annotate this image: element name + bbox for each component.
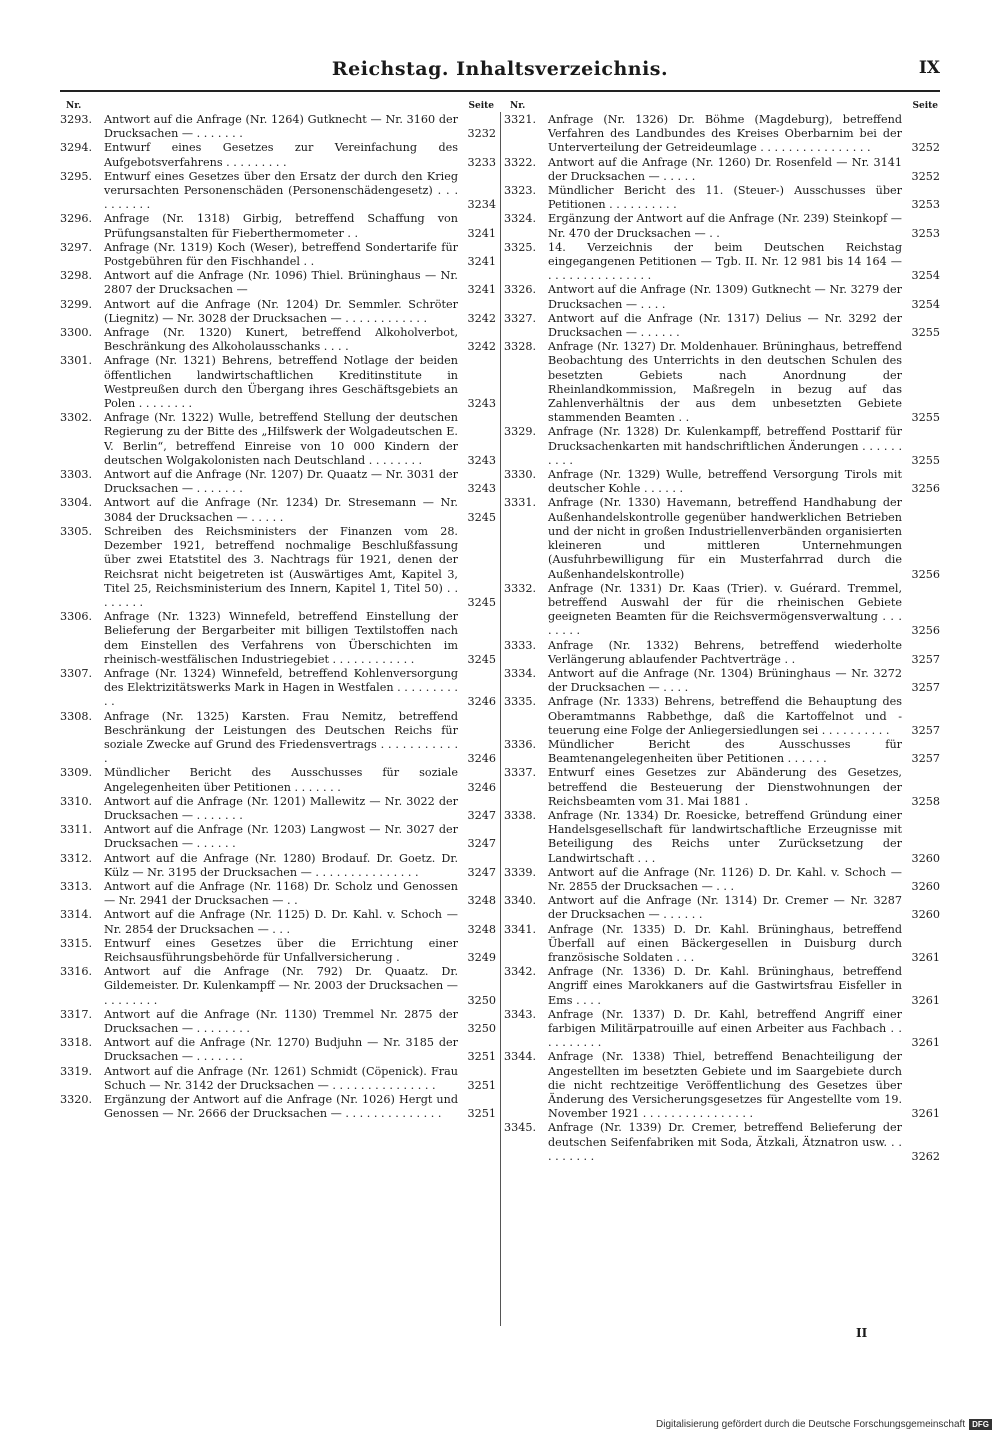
column-header-nr: Nr. <box>510 101 526 111</box>
toc-entry <box>60 212 498 240</box>
toc-entry <box>60 710 498 767</box>
entry-text: Anfrage (Nr. 1333) Behrens, betreffend die Behauptung des Oberamtmanns Rabbethge, daß die Kartoffelnot und -teuerung eine Folge der Anliegersiedlungen sei . . . . . . . . . . <box>548 695 902 737</box>
toc-entry <box>504 738 942 766</box>
toc-entry <box>60 241 498 269</box>
entry-page: 3233 <box>467 155 496 169</box>
toc-entry <box>504 1008 942 1051</box>
entry-number: 3302. <box>60 411 93 425</box>
entry-number: 3332. <box>504 581 537 595</box>
entry-number: 3324. <box>504 212 537 226</box>
entry-page: 3257 <box>911 752 940 766</box>
column-header-seite: Seite <box>468 101 494 111</box>
entry-text: Anfrage (Nr. 1332) Behrens, betreffend wiederholte Verlängerung ablaufender Pachtverträge . . <box>548 638 902 666</box>
entry-number: 3310. <box>60 794 93 808</box>
entry-text: Antwort auf die Anfrage (Nr. 1309) Gutknecht — Nr. 3279 der Drucksachen — . . . . <box>548 283 902 311</box>
toc-entry <box>504 283 942 311</box>
entry-text: Anfrage (Nr. 1336) D. Dr. Kahl. Brüninghaus, betreffend Angriff eines Marokkaners auf die Gastwirtsfrau Eisfeller in Ems . . . . <box>548 965 902 1007</box>
footer-text: Digitalisierung gefördert durch die Deutsche Forschungsgemeinschaft <box>656 1419 966 1430</box>
signature-mark: II <box>856 1326 868 1340</box>
entry-page: 3241 <box>467 255 496 269</box>
toc-entry <box>60 1093 498 1121</box>
toc-entry <box>60 113 498 141</box>
entry-page: 3261 <box>911 1107 940 1121</box>
entry-page: 3251 <box>467 1078 496 1092</box>
column-header <box>60 99 498 113</box>
toc-entry <box>60 170 498 213</box>
entry-number: 3305. <box>60 524 93 538</box>
entry-page: 3241 <box>467 226 496 240</box>
toc-entry <box>60 908 498 936</box>
toc-entry <box>60 823 498 851</box>
entry-page: 3253 <box>911 198 940 212</box>
entry-text: Anfrage (Nr. 1334) Dr. Roesicke, betreffend Gründung einer Handelsgesellschaft für landwirtschaftliche Erzeugnisse mit Beteiligung des Reichs unter Zurücksetzung der Landwirtschaft . . . <box>548 808 902 865</box>
entry-text: Antwort auf die Anfrage (Nr. 1168) Dr. Scholz und Genossen — Nr. 2941 der Drucksachen — . . <box>104 879 458 908</box>
entry-number: 3345. <box>504 1121 537 1135</box>
entry-page: 3254 <box>911 269 940 283</box>
toc-entry <box>504 582 942 639</box>
entry-number: 3330. <box>504 468 537 482</box>
toc-entry <box>504 923 942 966</box>
entry-number: 3328. <box>504 340 537 354</box>
entry-number: 3316. <box>60 965 93 979</box>
entry-number: 3331. <box>504 496 537 510</box>
entry-page: 3249 <box>467 950 496 964</box>
toc-entry <box>60 269 498 297</box>
entry-page: 3260 <box>911 908 940 922</box>
entry-text: Antwort auf die Anfrage (Nr. 1125) D. Dr. Kahl. v. Schoch — Nr. 2854 der Drucksachen — . . . <box>104 908 458 936</box>
entry-number: 3319. <box>60 1064 93 1078</box>
entry-number: 3335. <box>504 695 537 709</box>
entry-number: 3336. <box>504 737 537 751</box>
toc-entry <box>504 894 942 922</box>
entry-number: 3301. <box>60 354 93 368</box>
toc-entry <box>504 468 942 496</box>
entry-text: Anfrage (Nr. 1323) Winnefeld, betreffend Einstellung der Belieferung der Bergarbeiter mit billigen Textilstoffen nach dem Einstellen des Verfahrens von Überschichten im rheinisch-westfälischen Industriegebiet . . . . . . . . . . . . <box>104 610 458 666</box>
column-header-nr: Nr. <box>66 101 82 111</box>
entry-number: 3298. <box>60 269 93 283</box>
entry-number: 3312. <box>60 851 93 865</box>
entry-number: 3314. <box>60 908 93 922</box>
entry-text: Antwort auf die Anfrage (Nr. 1314) Dr. Cremer — Nr. 3287 der Drucksachen — . . . . . . <box>548 894 902 922</box>
entry-text: Anfrage (Nr. 1329) Wulle, betreffend Versorgung Tirols mit deutscher Kohle . . . . . . <box>548 468 902 496</box>
toc-entry <box>504 340 942 425</box>
toc-entry <box>60 1008 498 1036</box>
entry-number: 3307. <box>60 666 93 680</box>
entry-number: 3338. <box>504 808 537 822</box>
entry-text: Antwort auf die Anfrage (Nr. 1096) Thiel. Brüninghaus — Nr. 2807 der Drucksachen — <box>104 269 458 297</box>
entry-page: 3251 <box>467 1050 496 1064</box>
entry-page: 3260 <box>911 879 940 893</box>
entry-number: 3295. <box>60 169 93 183</box>
entry-number: 3342. <box>504 965 537 979</box>
entry-page: 3252 <box>911 169 940 183</box>
column-header <box>504 99 942 113</box>
toc-entry <box>60 411 498 468</box>
entry-text: Anfrage (Nr. 1326) Dr. Böhme (Magdeburg), betreffend Verfahren des Landbundes des Kreises Oberbarnim bei der Unterverteilung der Getreideumlage . . . . . . . . . . . . . . . . <box>548 113 902 155</box>
entry-number: 3320. <box>60 1093 93 1107</box>
entry-text: Anfrage (Nr. 1337) D. Dr. Kahl, betreffend Angriff einer farbigen Militärpatrouille auf einen Arbeiter aus Fachbach . . . . . . . . . . <box>548 1007 902 1050</box>
entry-page: 3251 <box>467 1107 496 1121</box>
entry-text: Ergänzung der Antwort auf die Anfrage (Nr. 1026) Hergt und Genossen — Nr. 2666 der Drucksachen — . . . . . . . . . . . . . . <box>104 1093 458 1121</box>
column-divider <box>500 112 501 1326</box>
entry-text: Anfrage (Nr. 1321) Behrens, betreffend Notlage der beiden öffentlichen landwirtschaftlichen Kreditinstitute in Westpreußen durch den Übergang ihres Geschäftsgebiets an Polen . . . . . . . . <box>104 354 458 411</box>
entry-text: Anfrage (Nr. 1331) Dr. Kaas (Trier). v. Guérard. Tremmel, betreffend Auswahl der für die rheinischen Gebiete geeigneten Beamten für die Reichsvermögensverwaltung . . . . . . . . <box>548 581 902 638</box>
entry-text: Antwort auf die Anfrage (Nr. 1130) Tremmel Nr. 2875 der Drucksachen — . . . . . . . . <box>104 1007 458 1035</box>
entry-number: 3297. <box>60 240 93 254</box>
entry-text: Anfrage (Nr. 1327) Dr. Moldenhauer. Brüninghaus, betreffend Beobachtung des Unterrichts in den deutschen Schulen des besetzten Gebiets nach Anordnung der Rheinlandkommission, Maßregeln in bezug auf das Zahlenverhältnis der aus dem unbesetzten Gebiete stammenden Beamten . . <box>548 340 902 425</box>
entry-number: 3327. <box>504 311 537 325</box>
toc-entry <box>504 766 942 809</box>
entry-number: 3306. <box>60 610 93 624</box>
entry-text: Antwort auf die Anfrage (Nr. 1126) D. Dr. Kahl. v. Schoch — Nr. 2855 der Drucksachen — . . . <box>548 865 902 893</box>
entry-number: 3337. <box>504 766 537 780</box>
entry-text: Anfrage (Nr. 1335) D. Dr. Kahl. Brüninghaus, betreffend Überfall auf einen Bäckergesellen in Duisburg durch französische Soldaten . . . <box>548 922 902 964</box>
entry-number: 3308. <box>60 709 93 723</box>
entry-text: Entwurf eines Gesetzes über die Errichtung einer Reichsausführungsbehörde für Unfallversicherung . <box>104 936 458 964</box>
entry-page: 3257 <box>911 723 940 737</box>
entry-text: Schreiben des Reichsministers der Finanzen vom 28. Dezember 1921, betreffend nochmalige Beschlußfassung über zwei Etatstitel des 3. Nachtrags für 1921, denen der Reichsrat nicht beigetreten ist (Auswärtiges Amt, Kapitel 3, Titel 25, Reichsministerium des Innern, Kapitel 1, Titel 50) . . . . . . . . <box>104 524 458 609</box>
toc-entry <box>60 326 498 354</box>
entry-page: 3245 <box>467 652 496 666</box>
entry-page: 3243 <box>467 453 496 467</box>
entry-page: 3242 <box>467 311 496 325</box>
entry-page: 3261 <box>911 950 940 964</box>
entry-text: Anfrage (Nr. 1318) Girbig, betreffend Schaffung von Prüfungsanstalten für Fieberthermometer . . <box>104 212 458 240</box>
toc-entry <box>504 639 942 667</box>
entry-page: 3248 <box>467 922 496 936</box>
entry-page: 3250 <box>467 993 496 1007</box>
entry-number: 3313. <box>60 879 93 893</box>
entry-text: Antwort auf die Anfrage (Nr. 1201) Mallewitz — Nr. 3022 der Drucksachen — . . . . . . . <box>104 794 458 822</box>
entry-page: 3255 <box>911 326 940 340</box>
entry-text: Antwort auf die Anfrage (Nr. 1234) Dr. Stresemann — Nr. 3084 der Drucksachen — . . . . . <box>104 496 458 524</box>
entry-text: Antwort auf die Anfrage (Nr. 1261) Schmidt (Cöpenick). Frau Schuch — Nr. 3142 der Drucksachen — . . . . . . . . . . . . . . . <box>104 1064 458 1092</box>
entry-text: Mündlicher Bericht des 11. (Steuer-) Ausschusses über Petitionen . . . . . . . . . . <box>548 184 902 212</box>
entry-page: 3255 <box>911 453 940 467</box>
toc-entry <box>60 496 498 524</box>
entry-text: Antwort auf die Anfrage (Nr. 1203) Langwost — Nr. 3027 der Drucksachen — . . . . . . <box>104 823 458 851</box>
entry-text: Anfrage (Nr. 1320) Kunert, betreffend Alkoholverbot, Beschränkung des Alkoholausschanks . . . . <box>104 326 458 354</box>
toc-entry <box>60 525 498 610</box>
entry-page: 3245 <box>467 595 496 609</box>
entry-number: 3304. <box>60 496 93 510</box>
entry-page: 3246 <box>467 695 496 709</box>
entry-text: Antwort auf die Anfrage (Nr. 1270) Budjuhn — Nr. 3185 der Drucksachen — . . . . . . . <box>104 1036 458 1064</box>
entry-number: 3296. <box>60 212 93 226</box>
entry-text: Entwurf eines Gesetzes zur Abänderung des Gesetzes, betreffend die Besteuerung der Dienstwohnungen der Reichsbeamten vom 31. Mai 1881 . <box>548 766 902 808</box>
entry-text: Mündlicher Bericht des Ausschusses für soziale Angelegenheiten über Petitionen . . . . . . . <box>104 766 458 794</box>
entry-text: Entwurf eines Gesetzes zur Vereinfachung des Aufgebotsverfahrens . . . . . . . . . <box>104 141 458 169</box>
entry-text: Anfrage (Nr. 1322) Wulle, betreffend Stellung der deutschen Regierung zu der Bitte des „Hilfswerk der Wolgadeutschen E. V. Berlin“, betreffend Einreise von 10 000 Kindern der deutschen Wolgakolonisten nach Deutschland . . . . . . . . <box>104 411 458 467</box>
toc-entry <box>504 184 942 212</box>
entry-number: 3323. <box>504 184 537 198</box>
entry-page: 3246 <box>467 780 496 794</box>
entry-page: 3248 <box>467 894 496 908</box>
entry-page: 3247 <box>467 808 496 822</box>
toc-entry <box>60 468 498 496</box>
entry-page: 3246 <box>467 752 496 766</box>
toc-entry <box>504 212 942 240</box>
entry-number: 3325. <box>504 240 537 254</box>
entry-page: 3256 <box>911 482 940 496</box>
toc-entry <box>504 1050 942 1121</box>
entry-text: Anfrage (Nr. 1339) Dr. Cremer, betreffend Belieferung der deutschen Seifenfabriken mit Soda, Ätzkali, Ätznatron usw. . . . . . . . . . <box>548 1121 902 1163</box>
entry-page: 3256 <box>911 624 940 638</box>
toc-entry <box>504 695 942 738</box>
toc-entry <box>60 141 498 169</box>
entry-page: 3250 <box>467 1022 496 1035</box>
entry-page: 3257 <box>911 681 940 695</box>
entry-number: 3340. <box>504 894 537 908</box>
entry-page: 3256 <box>911 567 940 581</box>
entry-page: 3255 <box>911 411 940 425</box>
entry-page: 3243 <box>467 397 496 411</box>
entry-number: 3326. <box>504 283 537 297</box>
entry-number: 3299. <box>60 297 93 311</box>
entry-text: 14. Verzeichnis der beim Deutschen Reichstag eingegangenen Petitionen — Tgb. II. Nr. 12 981 bis 14 164 — . . . . . . . . . . . . . . . <box>548 240 902 283</box>
entry-number: 3294. <box>60 141 93 155</box>
toc-entry <box>60 852 498 880</box>
toc-entry <box>60 795 498 823</box>
toc-entry <box>504 156 942 184</box>
entry-number: 3321. <box>504 113 537 126</box>
entry-page: 3242 <box>467 340 496 354</box>
entry-page: 3252 <box>911 141 940 155</box>
entry-number: 3318. <box>60 1036 93 1050</box>
column-header-seite: Seite <box>912 101 938 111</box>
entry-page: 3260 <box>911 851 940 865</box>
entry-page: 3262 <box>911 1149 940 1163</box>
entry-text: Entwurf eines Gesetzes über den Ersatz der durch den Krieg verursachten Personenschäden (Personenschädengesetz) . . . . . . . . . . <box>104 169 458 212</box>
entry-page: 3247 <box>467 837 496 851</box>
entry-number: 3339. <box>504 865 537 879</box>
entry-number: 3344. <box>504 1050 537 1064</box>
toc-entry <box>60 298 498 326</box>
entry-text: Antwort auf die Anfrage (Nr. 1317) Delius — Nr. 3292 der Drucksachen — . . . . . . <box>548 311 902 340</box>
toc-entry <box>60 667 498 710</box>
page-title: Reichstag. Inhaltsverzeichnis. <box>331 58 669 80</box>
entry-text: Anfrage (Nr. 1324) Winnefeld, betreffend Kohlenversorgung des Elektrizitätswerks Mark in Hagen in Westfalen . . . . . . . . . . . <box>104 666 458 709</box>
toc-entry <box>60 1036 498 1064</box>
entry-text: Anfrage (Nr. 1330) Havemann, betreffend Handhabung der Außenhandelskontrolle gegenüber handwerklichen Betrieben und der nicht in großen Industriellenverbänden organisierten kleineren und mittleren Unternehmungen (Ausfuhrbewilligung für ein Musterfahrrad durch die Außenhandelskontrolle) <box>548 496 902 581</box>
entry-number: 3315. <box>60 936 93 950</box>
page-number: IX <box>918 58 940 78</box>
page-header <box>60 58 940 88</box>
entry-page: 3258 <box>911 794 940 808</box>
dfg-logo: DFG <box>969 1419 992 1430</box>
toc-entry <box>504 241 942 284</box>
entry-text: Antwort auf die Anfrage (Nr. 1280) Brodauf. Dr. Goetz. Dr. Külz — Nr. 3195 der Drucksachen — . . . . . . . . . . . . . . . <box>104 851 458 879</box>
toc-entry <box>504 866 942 894</box>
footer <box>656 1419 992 1430</box>
entry-number: 3300. <box>60 326 93 340</box>
entry-number: 3317. <box>60 1007 93 1021</box>
toc-entry <box>504 425 942 468</box>
entry-text: Ergänzung der Antwort auf die Anfrage (Nr. 239) Steinkopf — Nr. 470 der Drucksachen — . . <box>548 212 902 240</box>
toc-entry <box>60 1065 498 1093</box>
entry-text: Anfrage (Nr. 1328) Dr. Kulenkampff, betreffend Posttarif für Drucksachenkarten mit handschriftlichen Änderungen . . . . . . . . . . <box>548 425 902 467</box>
toc-entry <box>60 766 498 794</box>
header-rule <box>60 90 940 92</box>
entry-number: 3311. <box>60 823 93 837</box>
entry-page: 3247 <box>467 865 496 879</box>
toc-entry <box>504 667 942 695</box>
toc-entry <box>60 354 498 411</box>
toc-entry <box>504 1121 942 1164</box>
toc-entry <box>60 937 498 965</box>
right-column <box>504 99 942 1164</box>
entry-number: 3293. <box>60 113 93 126</box>
entry-page: 3254 <box>911 297 940 311</box>
toc-entry <box>60 880 498 908</box>
toc-entry <box>504 965 942 1008</box>
entry-page: 3257 <box>911 652 940 666</box>
entry-page: 3261 <box>911 1036 940 1050</box>
toc-entry <box>504 496 942 581</box>
entry-text: Mündlicher Bericht des Ausschusses für Beamtenangelegenheiten über Petitionen . . . . . . <box>548 737 902 766</box>
entry-page: 3245 <box>467 510 496 524</box>
entry-number: 3333. <box>504 638 537 652</box>
toc-entry <box>504 312 942 340</box>
toc-entry <box>60 610 498 667</box>
entry-number: 3341. <box>504 922 537 936</box>
entry-number: 3322. <box>504 155 537 169</box>
entry-text: Antwort auf die Anfrage (Nr. 1204) Dr. Semmler. Schröter (Liegnitz) — Nr. 3028 der Drucksachen — . . . . . . . . . . . . <box>104 297 458 325</box>
entry-text: Antwort auf die Anfrage (Nr. 1207) Dr. Quaatz — Nr. 3031 der Drucksachen — . . . . . . . <box>104 468 458 496</box>
entry-page: 3241 <box>467 283 496 297</box>
left-column <box>60 99 498 1121</box>
entry-page: 3234 <box>467 198 496 212</box>
entry-text: Antwort auf die Anfrage (Nr. 1260) Dr. Rosenfeld — Nr. 3141 der Drucksachen — . . . . . <box>548 155 902 183</box>
entry-page: 3243 <box>467 482 496 496</box>
toc-entry <box>504 809 942 866</box>
entry-number: 3309. <box>60 766 93 780</box>
entry-text: Anfrage (Nr. 1338) Thiel, betreffend Benachteiligung der Angestellten im besetzten Gebiete und im Saargebiete durch die nicht rechtzeitige Veröffentlichung des Gesetzes über Änderung des Versicherungsgesetzes für Angestellte vom 19. November 1921 . . . . . . . . . . . . . . . . <box>548 1050 902 1121</box>
entry-text: Antwort auf die Anfrage (Nr. 1304) Brüninghaus — Nr. 3272 der Drucksachen — . . . . <box>548 666 902 695</box>
entry-text: Anfrage (Nr. 1319) Koch (Weser), betreffend Sondertarife für Postgebühren für den Fischhandel . . <box>104 240 458 269</box>
toc-entry <box>60 965 498 1008</box>
entry-page: 3253 <box>911 226 940 240</box>
entry-number: 3343. <box>504 1007 537 1021</box>
entry-page: 3232 <box>467 127 496 141</box>
entry-text: Anfrage (Nr. 1325) Karsten. Frau Nemitz, betreffend Beschränkung der Leistungen des Deutschen Reichs für soziale Zwecke auf Grund des Friedensvertrags . . . . . . . . . . . . <box>104 709 458 766</box>
entry-number: 3329. <box>504 425 537 439</box>
entry-text: Antwort auf die Anfrage (Nr. 1264) Gutknecht — Nr. 3160 der Drucksachen — . . . . . . . <box>104 113 458 141</box>
toc-entry <box>504 113 942 156</box>
entry-number: 3334. <box>504 666 537 680</box>
entry-number: 3303. <box>60 468 93 482</box>
entry-text: Antwort auf die Anfrage (Nr. 792) Dr. Quaatz. Dr. Gildemeister. Dr. Kulenkampff — Nr. 2003 der Drucksachen — . . . . . . . . <box>104 965 458 1007</box>
entry-page: 3261 <box>911 993 940 1007</box>
